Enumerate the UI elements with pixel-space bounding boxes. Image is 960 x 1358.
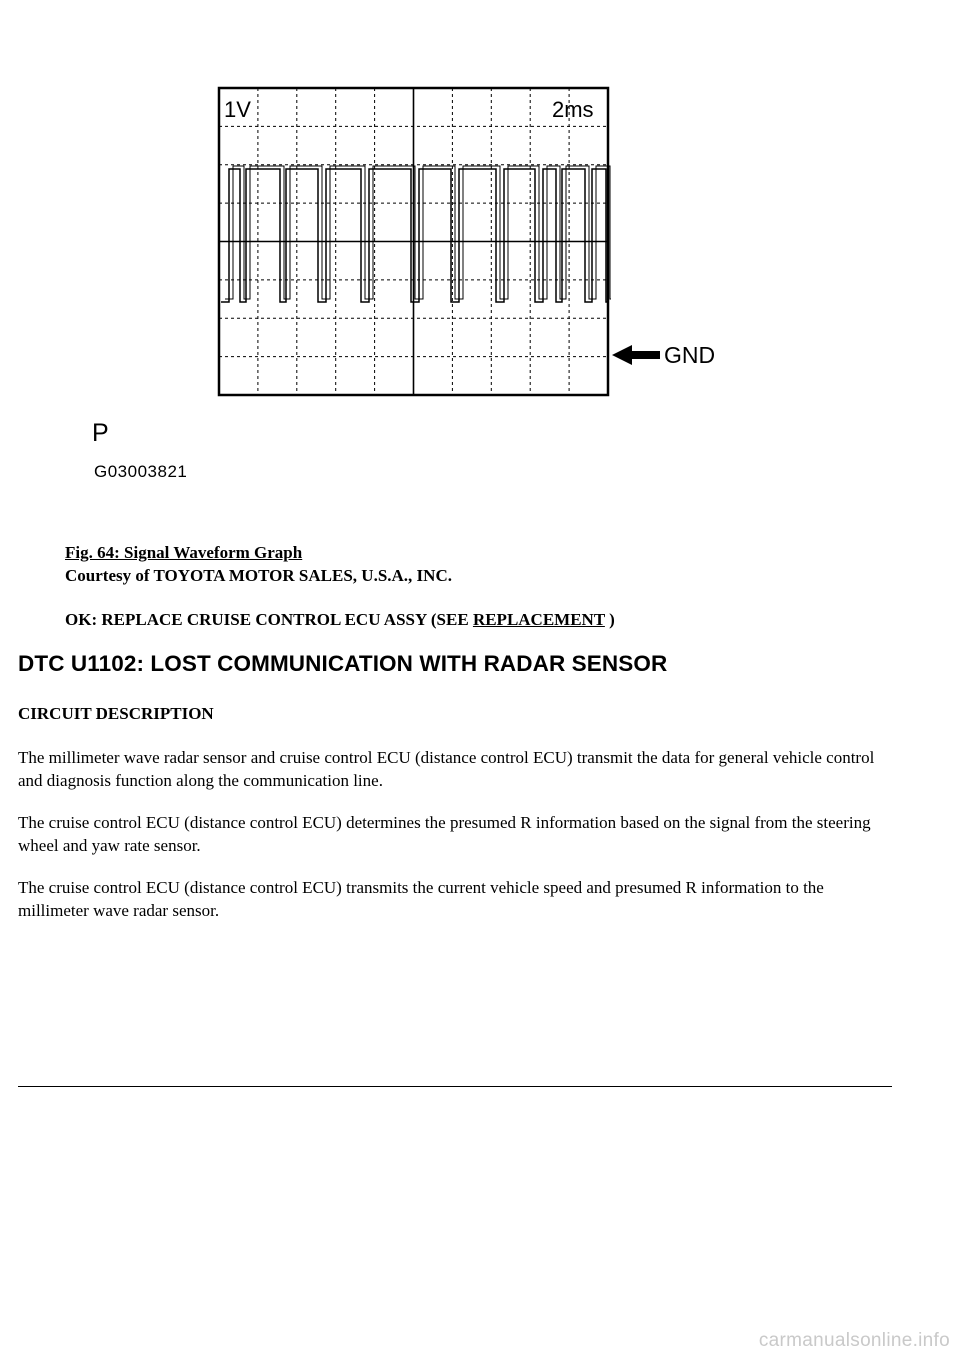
gnd-arrow-icon <box>612 345 660 365</box>
figure-caption <box>65 541 452 587</box>
paragraph: The millimeter wave radar sensor and cruise control ECU (distance control ECU) transmit the data for general vehicle control and diagnosis function along the communication line. <box>18 748 875 790</box>
bottom-divider <box>18 1086 892 1087</box>
ok-instruction-suffix: ) <box>604 610 615 629</box>
oscilloscope-grid <box>219 88 608 395</box>
figure-credit: Courtesy of TOYOTA MOTOR SALES, U.S.A., INC. <box>65 566 452 585</box>
gnd-label: GND <box>664 342 716 368</box>
signal-waveform-shadow <box>225 166 611 299</box>
panel-letter: P <box>92 419 109 447</box>
figure-caption-link[interactable]: Fig. 64: Signal Waveform Graph <box>65 543 303 562</box>
watermark: carmanualsonline.info <box>758 1330 950 1351</box>
ok-instruction <box>65 608 615 631</box>
volt-per-div-label: 1V <box>224 97 251 122</box>
figure-code: G03003821 <box>94 462 188 481</box>
replacement-link[interactable]: REPLACEMENT <box>472 610 605 629</box>
dtc-heading: DTC U1102: LOST COMMUNICATION WITH RADAR SENSOR <box>18 651 668 676</box>
oscilloscope-graph <box>0 0 960 520</box>
ok-instruction-prefix: OK: REPLACE CRUISE CONTROL ECU ASSY (SEE <box>65 610 473 629</box>
signal-waveform-figure <box>0 0 960 520</box>
section-title: CIRCUIT DESCRIPTION <box>18 704 214 723</box>
time-per-div-label: 2ms <box>552 97 594 122</box>
paragraph: The cruise control ECU (distance control ECU) transmits the current vehicle speed and presumed R information to the millimeter wave radar sensor. <box>18 878 824 920</box>
paragraph: The cruise control ECU (distance control ECU) determines the presumed R information based on the signal from the steering wheel and yaw rate sensor. <box>18 813 871 855</box>
